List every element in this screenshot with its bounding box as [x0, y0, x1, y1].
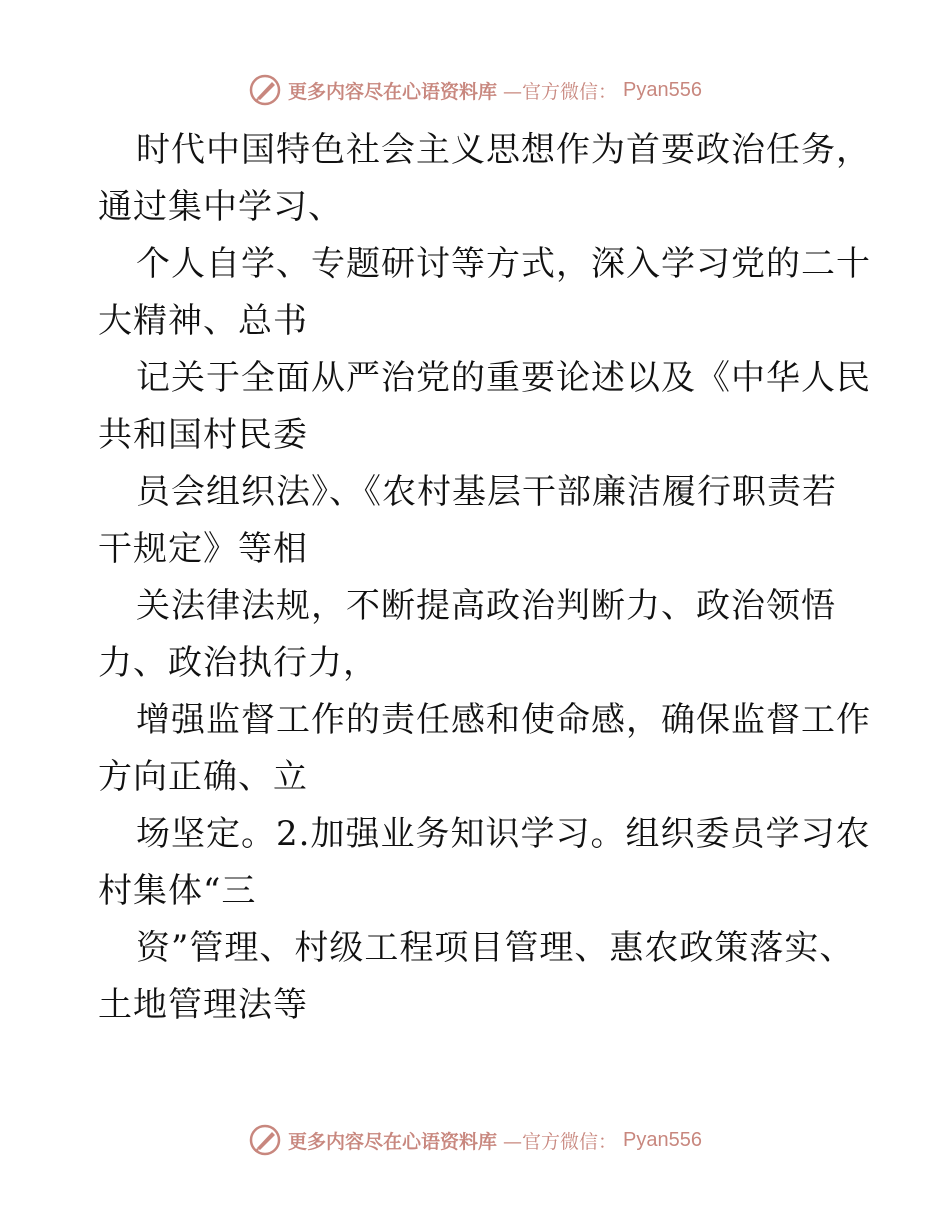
body-line: 共和国村民委 — [98, 415, 308, 455]
document-body — [98, 122, 871, 1034]
watermark-main-text: 更多内容尽在心语资料库 — [288, 1130, 498, 1153]
body-line: 力、政治执行力， — [98, 643, 378, 683]
body-line: 场坚定。2.加强业务知识学习。组织委员学习农 — [136, 814, 871, 854]
watermark-id-text: Pyan556 — [623, 1128, 702, 1151]
footer-watermark — [0, 1120, 950, 1160]
body-line: 时代中国特色社会主义思想作为首要政治任务， — [136, 130, 871, 170]
quill-logo-icon — [248, 1123, 282, 1157]
body-line: 关法律法规，不断提高政治判断力、政治领悟 — [136, 586, 836, 626]
body-line: 资”管理、村级工程项目管理、惠农政策落实、 — [136, 928, 855, 968]
quill-logo-icon — [248, 73, 282, 107]
header-watermark — [0, 70, 950, 110]
body-line: 个人自学、专题研讨等方式，深入学习党的二十 — [136, 244, 871, 284]
watermark-main-text: 更多内容尽在心语资料库 — [288, 80, 498, 103]
body-line: 增强监督工作的责任感和使命感，确保监督工作 — [136, 700, 871, 740]
body-line: 方向正确、立 — [98, 757, 308, 797]
watermark-separator-text: —官方微信： — [503, 80, 618, 103]
body-line: 记关于全面从严治党的重要论述以及《中华人民 — [136, 358, 871, 398]
body-line: 干规定》等相 — [98, 529, 308, 569]
body-line: 员会组织法》、《农村基层干部廉洁履行职责若 — [136, 472, 837, 512]
body-line: 土地管理法等 — [98, 985, 308, 1025]
watermark-separator-text: —官方微信： — [503, 1130, 618, 1153]
body-line: 通过集中学习、 — [98, 187, 343, 227]
body-line: 大精神、总书 — [98, 301, 308, 341]
body-line: 村集体“三 — [98, 871, 257, 911]
watermark-id-text: Pyan556 — [623, 78, 702, 101]
